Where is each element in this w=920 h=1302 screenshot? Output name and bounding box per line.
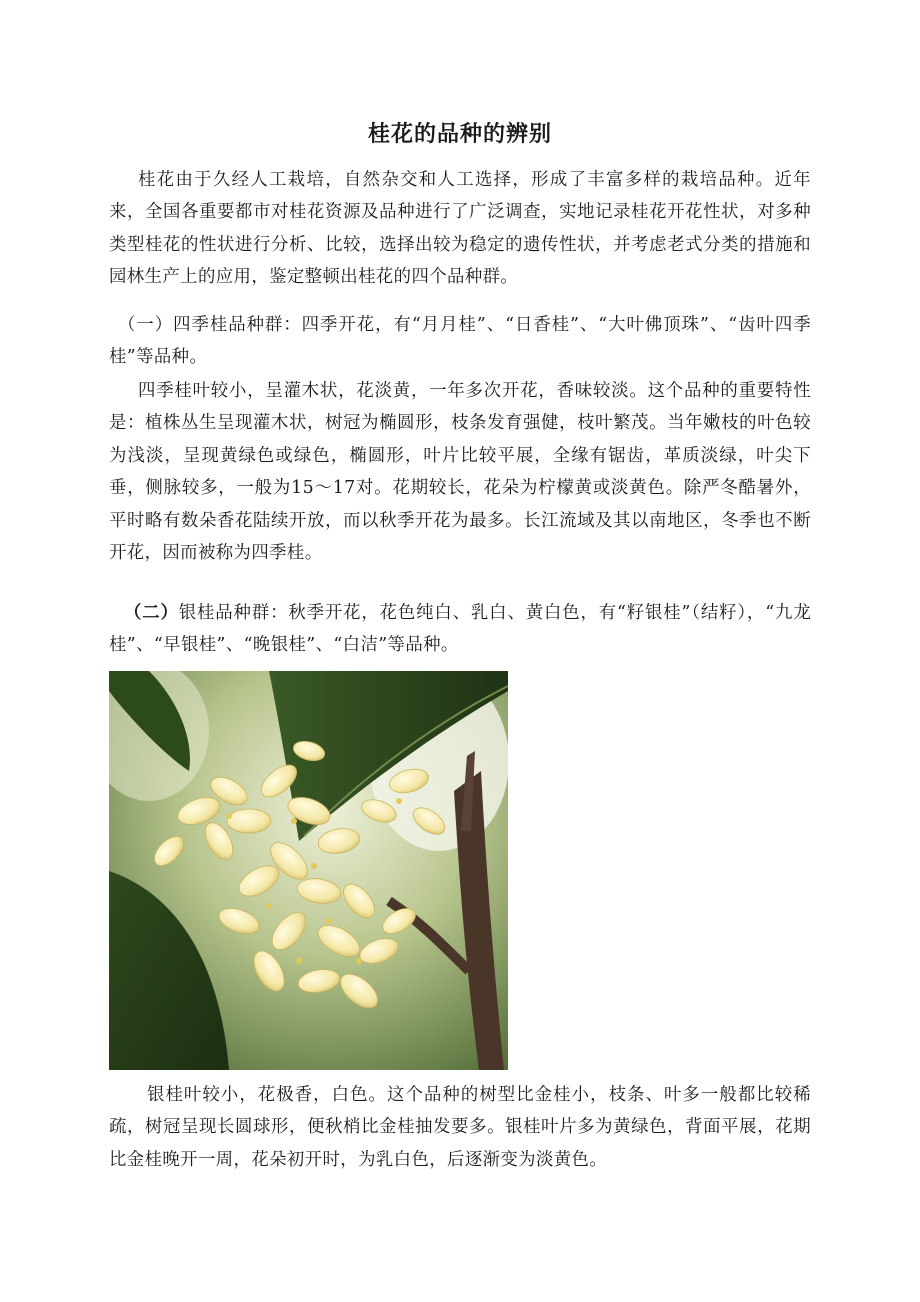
intro-paragraph: 桂花由于久经人工栽培，自然杂交和人工选择，形成了丰富多样的栽培品种。近年来，全国各重要都市对桂花资源及品种进行了广泛调查，实地记录桂花开花性状，对多种类型桂花的性状进行分析、比较，选择出较为稳定的遗传性状，并考虑老式分类的措施和园林生产上的应用，鉴定整顿出桂花的四个品种群。 (109, 170, 811, 288)
osmanthus-flower-photo (109, 671, 508, 1070)
document-title: 桂花的品种的辨别 (367, 122, 552, 147)
group2-heading-paragraph (109, 597, 811, 662)
group2-heading-text: 银桂品种群：秋季开花，花色纯白、乳白、黄白色，有“籽银桂”（结籽），“九龙桂”、“早银桂”、“晚银桂”、“白洁”等品种。 (109, 603, 811, 656)
group1-detail-paragraph: 四季桂叶较小，呈灌木状，花淡黄，一年多次开花，香味较淡。这个品种的重要特性是：植株丛生呈现灌木状，树冠为椭圆形，枝条发育强健，枝叶繁茂。当年嫩枝的叶色较为浅淡，呈现黄绿色或绿色，椭圆形，叶片比较平展，全缘有锯齿，革质淡绿，叶尖下垂，侧脉较多，一般为15～17对。花期较长，花朵为柠檬黄或淡黄色。除严冬酷暑外，平时略有数朵香花陆续开放，而以秋季开花为最多。长江流域及其以南地区，冬季也不断开花，因而被称为四季桂。 (109, 381, 811, 564)
group1-heading-paragraph: （一）四季桂品种群：四季开花，有“月月桂”、“日香桂”、“大叶佛顶珠”、“齿叶四季桂”等品种。 (109, 315, 811, 368)
group2-number-label: （二） (124, 603, 179, 623)
group2-detail-paragraph: 银桂叶较小，花极香，白色。这个品种的树型比金桂小，枝条、叶多一般都比较稀疏，树冠呈现长圆球形，便秋梢比金桂抽发要多。银桂叶片多为黄绿色，背面平展，花期比金桂晚开一周，花朵初开时，为乳白色，后逐渐变为淡黄色。 (109, 1085, 811, 1170)
